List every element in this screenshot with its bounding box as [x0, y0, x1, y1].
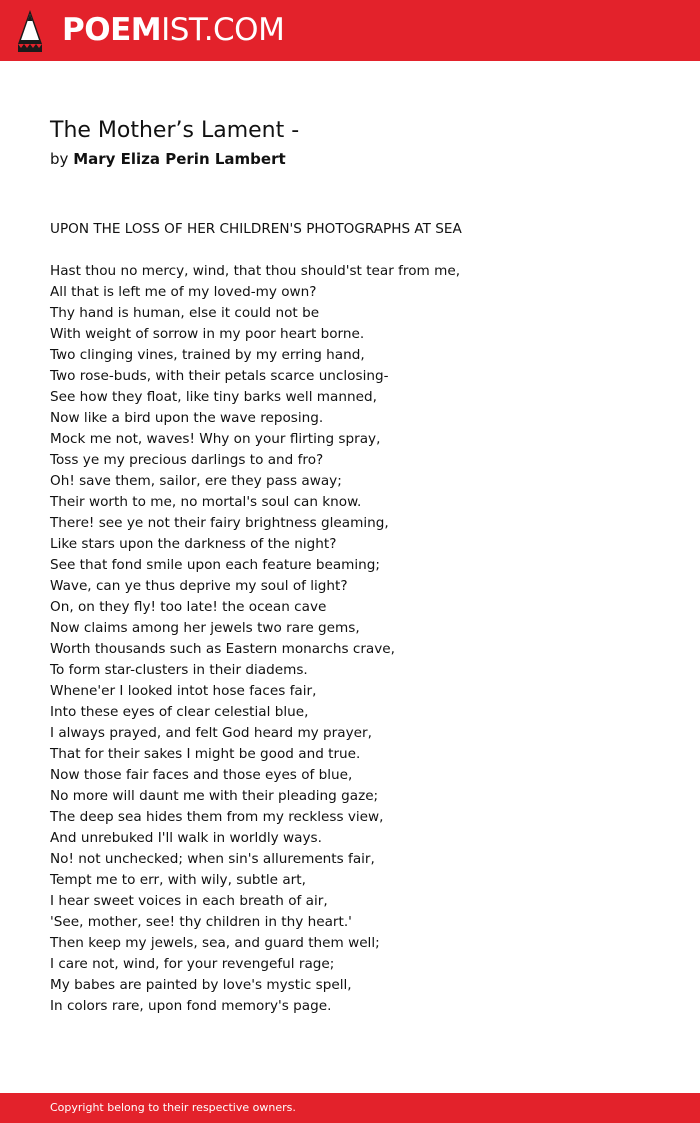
poem-line: Two rose-buds, with their petals scarce unclosing- [50, 368, 389, 384]
logo-bold-text: POEM [62, 12, 162, 48]
poem-line: Now claims among her jewels two rare gems, [50, 620, 360, 636]
site-logo[interactable] [62, 12, 284, 48]
stanza-gap [50, 240, 462, 261]
poem-line: Then keep my jewels, sea, and guard them well; [50, 935, 380, 951]
author-name: Mary Eliza Perin Lambert [73, 150, 286, 168]
poem-line: See that fond smile upon each feature beaming; [50, 557, 381, 573]
poem-line: Whene'er I looked intot hose faces fair, [50, 683, 317, 699]
poem-line: No! not unchecked; when sin's allurements fair, [50, 851, 375, 867]
poem-line: Oh! save them, sailor, ere they pass away; [50, 473, 342, 489]
poem-line: Their worth to me, no mortal's soul can know. [50, 494, 362, 510]
poem-line: Tempt me to err, with wily, subtle art, [50, 872, 306, 888]
poem-byline [50, 149, 286, 169]
poem-line: To form star-clusters in their diadems. [50, 662, 308, 678]
poem-line: Like stars upon the darkness of the night? [50, 536, 337, 552]
poem-subtitle: UPON THE LOSS OF HER CHILDREN'S PHOTOGRAPHS AT SEA [50, 221, 462, 237]
poem-line: Toss ye my precious darlings to and fro? [50, 452, 324, 468]
poem-line: That for their sakes I might be good and true. [50, 746, 361, 762]
poem-line: Two clinging vines, trained by my erring hand, [50, 347, 365, 363]
poem-title: The Mother’s Lament - [50, 118, 300, 143]
poem-body [50, 219, 462, 1017]
poem-line: Now like a bird upon the wave reposing. [50, 410, 324, 426]
poem-line: On, on they fly! too late! the ocean cave [50, 599, 327, 615]
poem-line: I always prayed, and felt God heard my prayer, [50, 725, 372, 741]
poem-line: In colors rare, upon fond memory's page. [50, 998, 332, 1014]
poem-line: All that is left me of my loved-my own? [50, 284, 317, 300]
site-header [0, 0, 700, 61]
poem-line: My babes are painted by love's mystic spell, [50, 977, 352, 993]
poem-line: Thy hand is human, else it could not be [50, 305, 320, 321]
poem-lines [50, 261, 462, 1017]
poem-line: 'See, mother, see! thy children in thy heart.' [50, 914, 352, 930]
poem-line: I hear sweet voices in each breath of air, [50, 893, 328, 909]
poem-line: No more will daunt me with their pleading gaze; [50, 788, 379, 804]
poem-line: There! see ye not their fairy brightness gleaming, [50, 515, 389, 531]
by-label: by [50, 150, 69, 168]
poem-line: Wave, can ye thus deprive my soul of light? [50, 578, 348, 594]
poem-line: And unrebuked I'll walk in worldly ways. [50, 830, 322, 846]
poem-line: Now those fair faces and those eyes of blue, [50, 767, 353, 783]
poem-line: With weight of sorrow in my poor heart borne. [50, 326, 365, 342]
poem-line: See how they float, like tiny barks well manned, [50, 389, 377, 405]
poem-line: Hast thou no mercy, wind, that thou should'st tear from me, [50, 263, 461, 279]
site-footer [0, 1093, 700, 1123]
poem-line: The deep sea hides them from my reckless view, [50, 809, 384, 825]
logo-rest-text: IST.COM [161, 12, 285, 48]
poem-line: I care not, wind, for your revengeful rage; [50, 956, 335, 972]
poem-line: Into these eyes of clear celestial blue, [50, 704, 309, 720]
pencil-icon[interactable] [18, 10, 42, 52]
poem-line: Worth thousands such as Eastern monarchs crave, [50, 641, 395, 657]
footer-copyright: Copyright belong to their respective owners. [50, 1101, 296, 1114]
poem-line: Mock me not, waves! Why on your flirting spray, [50, 431, 381, 447]
